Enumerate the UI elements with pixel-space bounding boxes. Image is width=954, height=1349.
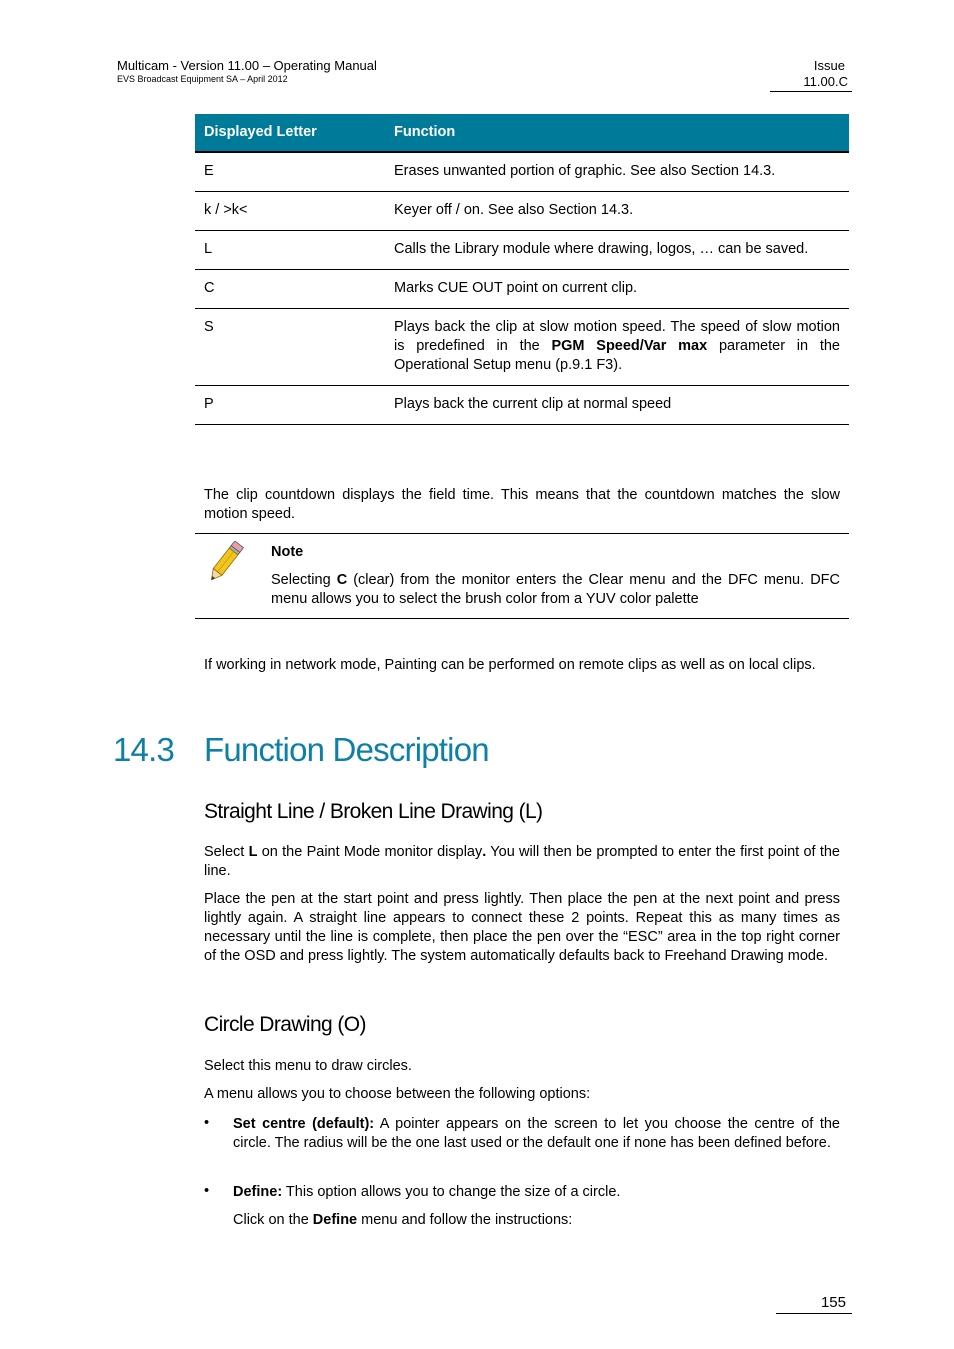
list-item: Define: This option allows you to change the size of a circle. — [233, 1184, 621, 1200]
subsection-heading-circle: Circle Drawing (O) — [204, 1013, 366, 1036]
circle-paragraph-2: A menu allows you to choose between the following options: — [204, 1086, 591, 1102]
note-bottom-rule — [195, 618, 849, 619]
table-row — [195, 192, 849, 231]
line-paragraph-1: Select L on the Paint Mode monitor display. You will then be prompted to enter the first point of the line. — [204, 844, 840, 879]
note-text: Selecting C (clear) from the monitor enters the Clear menu and the DFC menu. DFC menu allows you to select the brush color from a YUV color palette — [271, 572, 840, 607]
column-header-function: Function — [385, 114, 849, 152]
pencil-icon — [204, 541, 248, 583]
define-instruction: Click on the Define menu and follow the instructions: — [233, 1212, 573, 1228]
table-row — [195, 231, 849, 270]
section-title: Function Description — [204, 731, 489, 768]
page-number: 155 — [820, 1294, 846, 1311]
section-number: 14.3 — [113, 731, 175, 768]
cell-letter: k / >k< — [195, 192, 385, 231]
footer-divider — [776, 1313, 852, 1314]
section-heading — [113, 731, 489, 769]
table-row — [195, 309, 849, 386]
cell-function: Plays back the clip at slow motion speed. The speed of slow motion is predefined in the PGM Speed/Var max parameter in the Operational Setup menu (p.9.1 F3). — [385, 309, 849, 386]
cell-function: Plays back the current clip at normal speed — [385, 386, 849, 425]
header-issue-value: 11.00.C — [803, 74, 848, 89]
header-subtitle: EVS Broadcast Equipment SA – April 2012 — [117, 74, 288, 84]
note-heading: Note — [271, 544, 304, 560]
cell-letter: S — [195, 309, 385, 386]
cell-function: Marks CUE OUT point on current clip. — [385, 270, 849, 309]
circle-paragraph-1: Select this menu to draw circles. — [204, 1058, 412, 1074]
bullet-marker: • — [204, 1115, 210, 1131]
cell-function: Erases unwanted portion of graphic. See also Section 14.3. — [385, 152, 849, 192]
subsection-heading-line: Straight Line / Broken Line Drawing (L) — [204, 800, 543, 823]
countdown-paragraph: The clip countdown displays the field time. This means that the countdown matches the slow motion speed. — [204, 487, 840, 522]
cell-function: Calls the Library module where drawing, logos, … can be saved. — [385, 231, 849, 270]
table-row — [195, 152, 849, 192]
bullet-marker: • — [204, 1183, 210, 1199]
table-header-row — [195, 114, 849, 152]
header-title: Multicam - Version 11.00 – Operating Manual — [117, 58, 377, 73]
cell-letter: P — [195, 386, 385, 425]
cell-function: Keyer off / on. See also Section 14.3. — [385, 192, 849, 231]
note-top-rule — [195, 533, 849, 534]
table-row — [195, 270, 849, 309]
cell-letter: E — [195, 152, 385, 192]
cell-letter: L — [195, 231, 385, 270]
table-row — [195, 386, 849, 425]
column-header-letter: Displayed Letter — [195, 114, 385, 152]
function-table — [195, 114, 849, 425]
network-paragraph: If working in network mode, Painting can be performed on remote clips as well as on local clips. — [204, 657, 816, 673]
header-divider — [770, 91, 852, 92]
line-paragraph-2: Place the pen at the start point and press lightly. Then place the pen at the next point and press lightly again. A straight line appears to connect these 2 points. Repeat this as many times as necessary until the line is complete, then place the pen over the “ESC” area in the top right corner of the OSD and press lightly. The system automatically defaults back to Freehand Drawing mode. — [204, 891, 840, 964]
header-issue-label: Issue — [813, 58, 845, 73]
cell-letter: C — [195, 270, 385, 309]
list-item: Set centre (default): A pointer appears on the screen to let you choose the centre of the circle. The radius will be the one last used or the default one if none has been defined before. — [233, 1116, 840, 1151]
